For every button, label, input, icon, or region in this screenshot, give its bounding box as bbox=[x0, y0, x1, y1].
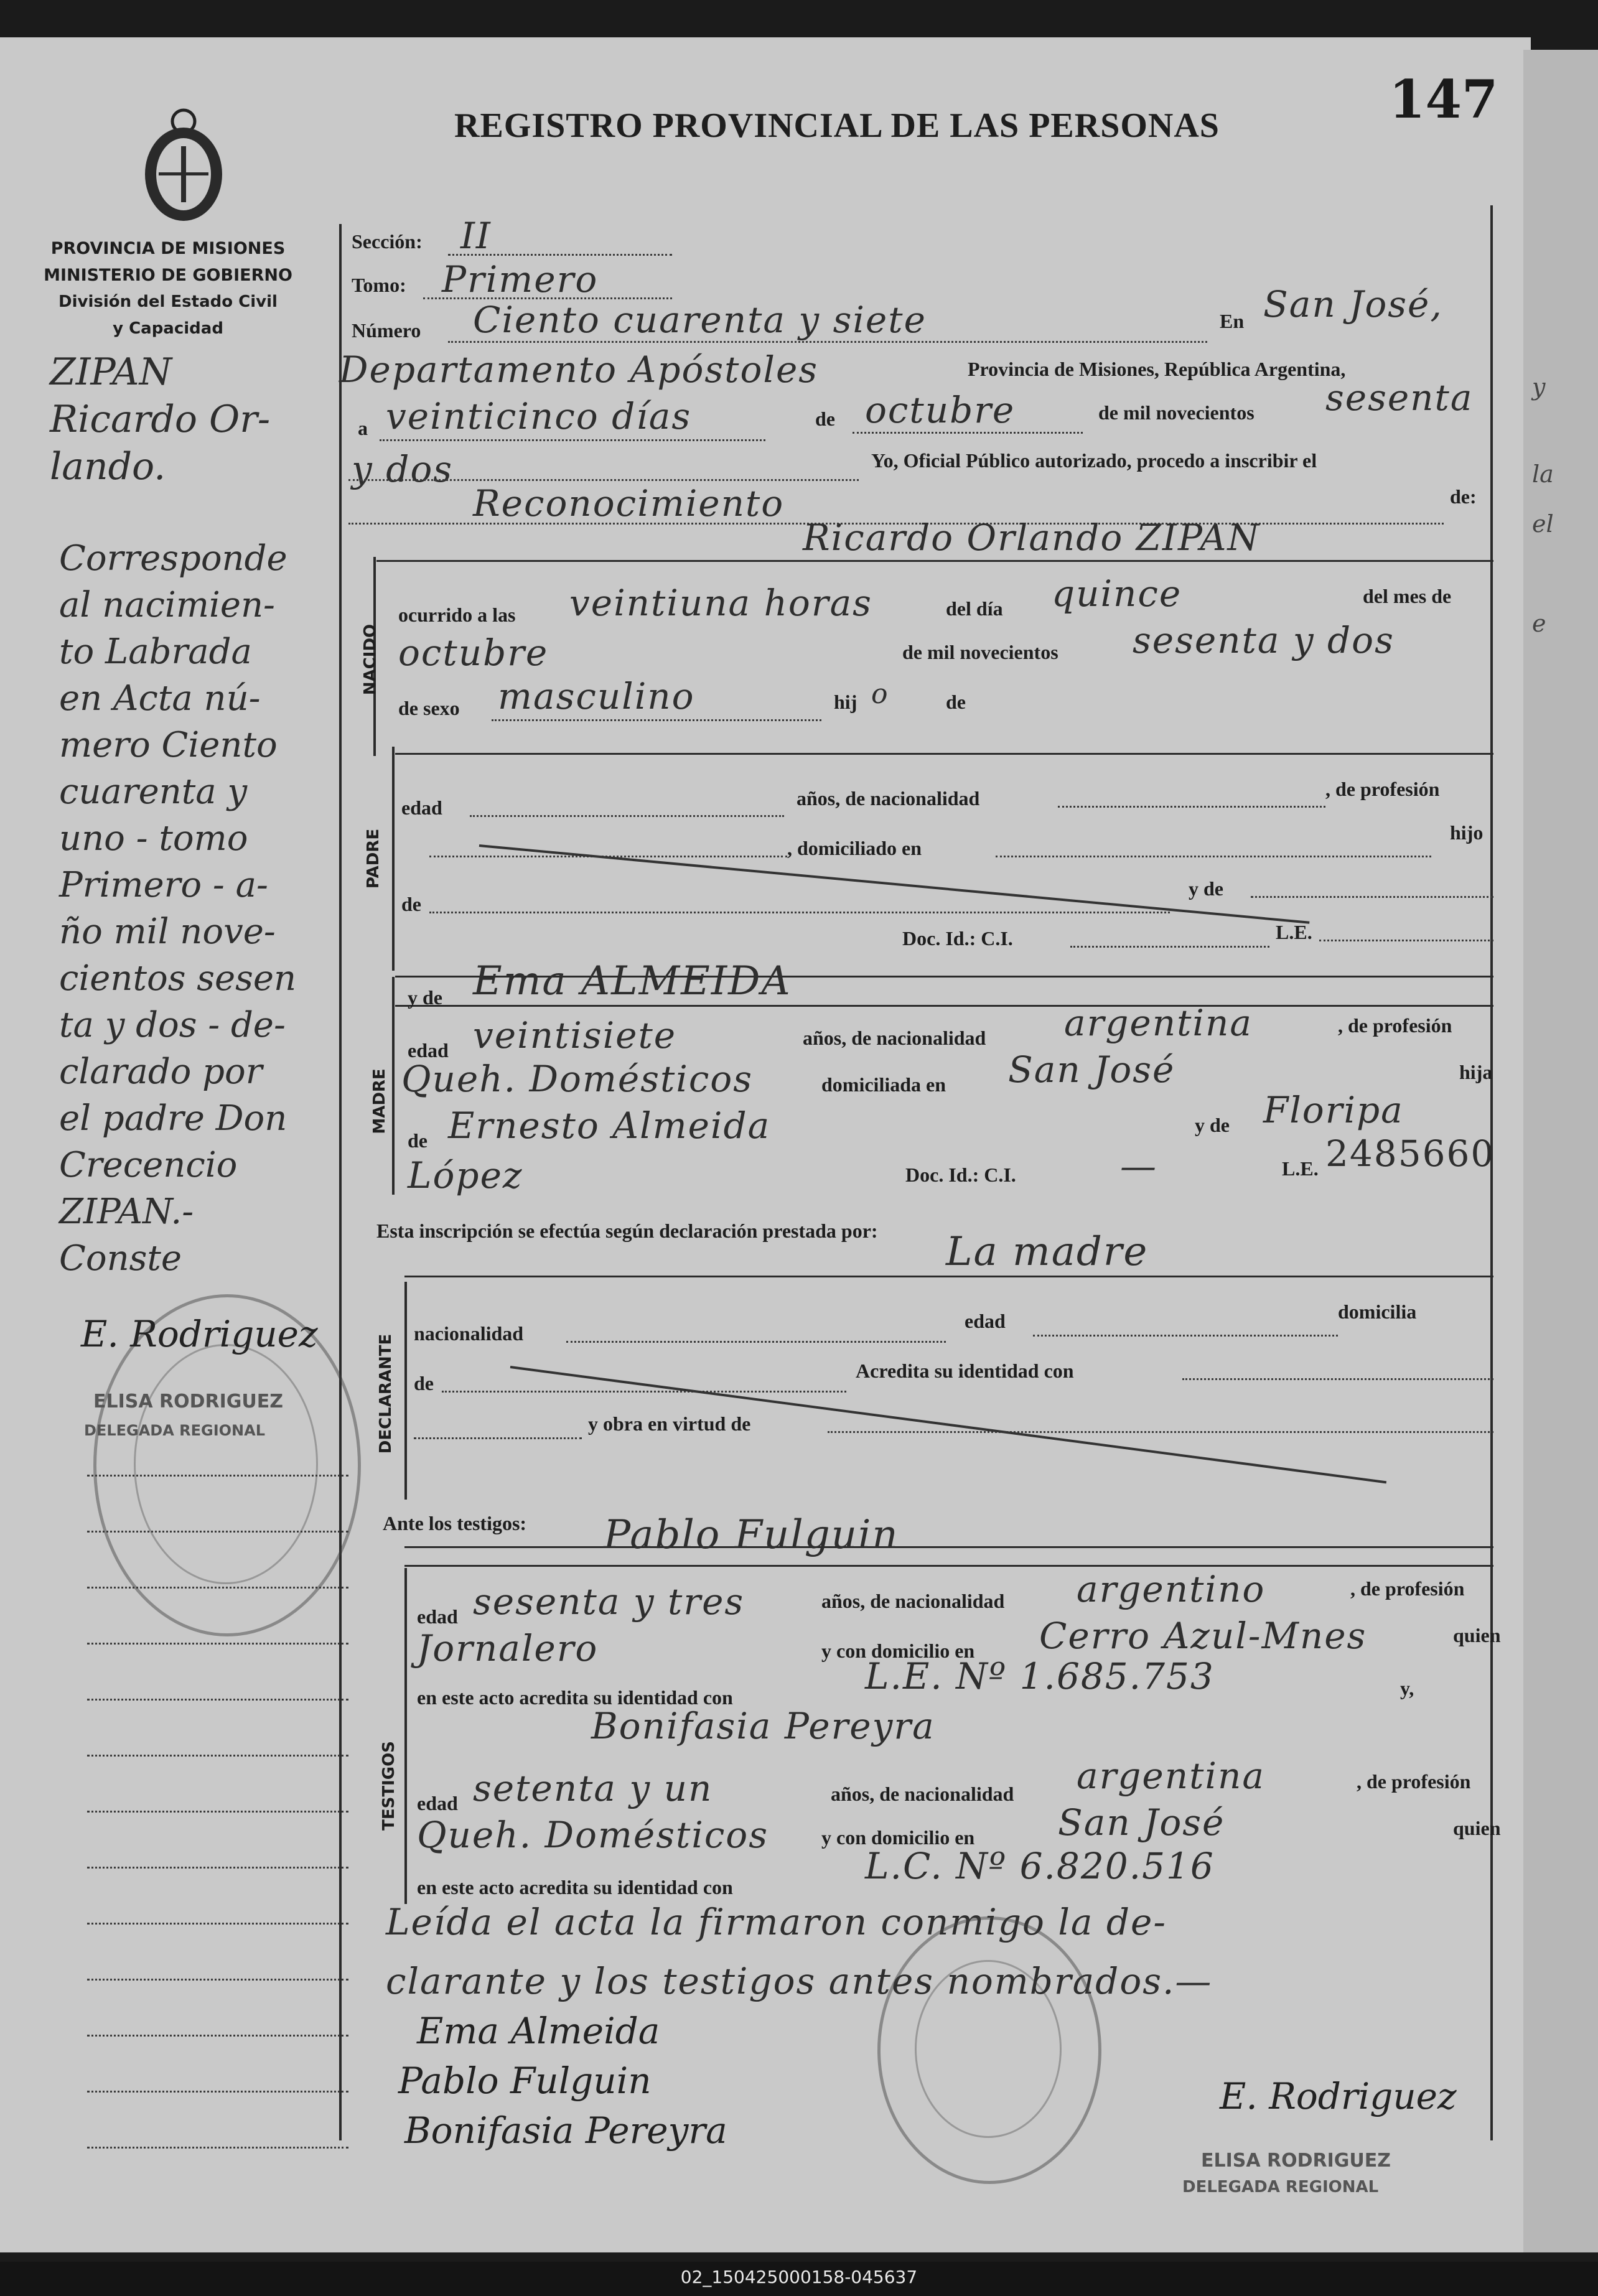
declarante-value: La madre bbox=[946, 1229, 1149, 1275]
del-dia-label: del día bbox=[946, 597, 1003, 620]
madre-domicilio-label: domiciliada en bbox=[821, 1073, 946, 1096]
testigo1-prof-label: , de profesión bbox=[1350, 1577, 1465, 1600]
mes-value: octubre bbox=[865, 389, 1016, 431]
margin-ruled-line bbox=[87, 1699, 348, 1701]
margin-ruled-line bbox=[87, 1643, 348, 1645]
testigo1-acredita-label: en este acto acredita su identidad con bbox=[417, 1686, 733, 1709]
de-colon-label: de: bbox=[1450, 485, 1477, 508]
padre-le-line bbox=[1319, 940, 1493, 941]
closing-line-1: Leída el acta la firmaron conmigo la de- bbox=[386, 1901, 1167, 1943]
margin-round-seal-inner bbox=[134, 1344, 318, 1584]
margin-name-line: lando. bbox=[50, 445, 166, 488]
testigo2-acredita-label: en este acto acredita su identidad con bbox=[417, 1876, 733, 1898]
signature-madre: Ema Almeida bbox=[417, 2010, 660, 2052]
testigo1-nac-label: años, de nacionalidad bbox=[821, 1590, 1005, 1612]
margin-ruled-line bbox=[87, 1755, 348, 1757]
adjacent-page-edge: y la el e bbox=[1523, 50, 1598, 2252]
testigo1-quien-label: quien bbox=[1453, 1624, 1501, 1646]
margin-stamp-line-2: DELEGADA REGIONAL bbox=[84, 1422, 265, 1439]
ocurrido-label: ocurrido a las bbox=[398, 604, 516, 626]
madre-edad-value: veintisiete bbox=[473, 1014, 677, 1057]
section-divider-testigos bbox=[404, 1568, 407, 1904]
numero-label: Número bbox=[352, 319, 421, 342]
testigo1-dom-label: y con domicilio en bbox=[821, 1640, 975, 1662]
declarante-acredita-label: Acredita su identidad con bbox=[856, 1360, 1074, 1382]
testigo1-documento: L.E. Nº 1.685.753 bbox=[865, 1655, 1215, 1697]
inscripto-nombre: Ricardo Orlando ZIPAN bbox=[803, 516, 1261, 559]
margin-note-line: Corresponde bbox=[59, 538, 287, 579]
rule-line bbox=[376, 560, 1493, 562]
seccion-value: II bbox=[460, 215, 492, 257]
margin-note-line: al nacimien- bbox=[59, 585, 275, 625]
testigo2-nacionalidad: argentina bbox=[1077, 1755, 1265, 1797]
decl-acredita-line bbox=[1182, 1378, 1493, 1380]
decl-nac-line bbox=[566, 1341, 946, 1343]
madre-y-de-label: y de bbox=[408, 986, 442, 1009]
margin-ruled-line bbox=[87, 1587, 348, 1589]
ministry-line-1: PROVINCIA DE MISIONES bbox=[50, 239, 286, 258]
testigo1-nacionalidad: argentino bbox=[1077, 1568, 1266, 1610]
margin-ruled-line bbox=[87, 1475, 348, 1477]
rule-line bbox=[395, 753, 1493, 755]
declarante-edad-label: edad bbox=[965, 1310, 1006, 1332]
de-label: de bbox=[815, 408, 835, 430]
madre-edad-label: edad bbox=[408, 1039, 449, 1062]
margin-note-line: to Labrada bbox=[59, 632, 252, 672]
madre-de-label: de bbox=[408, 1129, 428, 1152]
section-divider-padre bbox=[392, 747, 395, 971]
margin-note-line: cuarenta y bbox=[59, 772, 248, 812]
padre-nac-line bbox=[1058, 806, 1325, 808]
ministry-header bbox=[37, 235, 299, 342]
padre-le-label: L.E. bbox=[1276, 921, 1312, 943]
madre-le-value: 2485660 bbox=[1325, 1132, 1495, 1175]
rule-line bbox=[395, 1005, 1493, 1007]
padre-de-label: de bbox=[401, 893, 421, 915]
margin-note-line: ZIPAN.- bbox=[59, 1192, 194, 1232]
provincia-label: Provincia de Misiones, República Argentina, bbox=[968, 358, 1346, 380]
del-mes-label: del mes de bbox=[1363, 585, 1452, 607]
testigo2-domicilio: San José bbox=[1058, 1801, 1225, 1844]
round-seal-inner bbox=[915, 1960, 1062, 2138]
section-divider-madre bbox=[392, 977, 395, 1195]
madre-madre-value-2: López bbox=[408, 1154, 523, 1197]
testigo2-profesion: Queh. Domésticos bbox=[417, 1814, 769, 1856]
dias-field-line bbox=[380, 439, 765, 441]
section-divider-declarante bbox=[404, 1282, 407, 1500]
margin-stamp-line-1: ELISA RODRIGUEZ bbox=[93, 1391, 284, 1412]
margin-note-line: mero Ciento bbox=[59, 725, 278, 765]
margin-note-line: Primero - a- bbox=[59, 865, 268, 905]
margin-annotation bbox=[59, 535, 352, 1282]
ministry-line-2: MINISTERIO DE GOBIERNO bbox=[44, 266, 292, 285]
testigo2-quien-label: quien bbox=[1453, 1817, 1501, 1839]
testigo1-edad: sesenta y tres bbox=[473, 1580, 745, 1623]
page-title: REGISTRO PROVINCIAL DE LAS PERSONAS bbox=[454, 106, 1220, 145]
margin-signature: E. Rodriguez bbox=[81, 1313, 318, 1355]
margin-note-line: Conste bbox=[59, 1238, 182, 1279]
signature-oficial: E. Rodriguez bbox=[1220, 2075, 1457, 2117]
hij-label: hij bbox=[834, 691, 857, 713]
declarante-domicilia-label: domicilia bbox=[1338, 1300, 1417, 1323]
declarante-en-label: de bbox=[414, 1372, 434, 1394]
mes-field-line bbox=[853, 432, 1083, 434]
tab-padre: PADRE bbox=[364, 828, 383, 889]
margin-ruled-line bbox=[87, 1923, 348, 1925]
margin-note-line: uno - tomo bbox=[59, 818, 248, 859]
oficial-label: Yo, Oficial Público autorizado, procedo a inscribir el bbox=[871, 449, 1317, 472]
dias-value: veinticinco días bbox=[386, 395, 692, 437]
padre-nacionalidad-label: años, de nacionalidad bbox=[797, 787, 980, 810]
signature-testigo2: Bonifasia Pereyra bbox=[404, 2109, 727, 2152]
testigo2-nombre: Bonifasia Pereyra bbox=[591, 1705, 935, 1747]
margin-note-line: cientos sesen bbox=[59, 958, 297, 999]
testigo1-y-label: y, bbox=[1400, 1677, 1414, 1699]
a-label: a bbox=[358, 417, 368, 439]
mes-nac-value: octubre bbox=[398, 632, 549, 674]
official-stamp-line-2: DELEGADA REGIONAL bbox=[1182, 2178, 1379, 2196]
margin-note-line: Crecencio bbox=[59, 1145, 238, 1185]
rule-line bbox=[404, 1276, 1493, 1277]
margin-note-line: clarado por bbox=[59, 1052, 263, 1092]
madre-ci-value: — bbox=[1120, 1145, 1157, 1187]
margin-ruled-line bbox=[87, 1867, 348, 1869]
padre-edad-label: edad bbox=[401, 796, 442, 819]
madre-profesion-label: , de profesión bbox=[1338, 1014, 1452, 1037]
en-label: En bbox=[1220, 310, 1245, 332]
testigo1-domicilio: Cerro Azul-Mnes bbox=[1039, 1615, 1367, 1657]
testigos-label: Ante los testigos: bbox=[383, 1512, 527, 1534]
madre-nac-value: argentina bbox=[1064, 1002, 1253, 1044]
anio-value-a: sesenta bbox=[1325, 376, 1474, 419]
anio-nac-value: sesenta y dos bbox=[1133, 619, 1395, 661]
margin-name-line: Ricardo Or- bbox=[50, 398, 271, 441]
declarante-nacionalidad-label: nacionalidad bbox=[414, 1322, 524, 1345]
tab-madre: MADRE bbox=[370, 1068, 389, 1134]
acto-tipo-value: Reconocimiento bbox=[473, 482, 785, 525]
margin-ruled-line bbox=[87, 2147, 348, 2149]
tab-nacido: NACIDO bbox=[361, 623, 380, 696]
sexo-field-line bbox=[492, 719, 821, 721]
decl-obra-line bbox=[828, 1431, 1493, 1433]
mil-novecientos-nac-label: de mil novecientos bbox=[902, 641, 1058, 663]
padre-domicilio-label: , domiciliado en bbox=[787, 837, 922, 859]
padre-edad-line bbox=[470, 815, 784, 817]
padre-de-line bbox=[429, 912, 1170, 913]
madre-y-de-2-label: y de bbox=[1195, 1114, 1230, 1136]
seccion-label: Sección: bbox=[352, 230, 423, 253]
madre-le-label: L.E. bbox=[1282, 1157, 1319, 1180]
signature-testigo1: Pablo Fulguin bbox=[398, 2060, 652, 2102]
declarante-obra-label: y obra en virtud de bbox=[588, 1412, 751, 1435]
page-number: 147 bbox=[1389, 68, 1498, 130]
numero-field-line bbox=[448, 341, 1207, 343]
padre-yde-line bbox=[1251, 896, 1493, 898]
sexo-label: de sexo bbox=[398, 697, 460, 719]
margin-note-line: ta y dos - de- bbox=[59, 1005, 286, 1045]
hora-value: veintiuna horas bbox=[569, 582, 872, 624]
numero-value: Ciento cuarenta y siete bbox=[473, 299, 927, 341]
padre-y-de-label: y de bbox=[1189, 877, 1223, 900]
rule-line bbox=[404, 1546, 1493, 1548]
madre-domicilio-value: San José bbox=[1008, 1048, 1175, 1091]
mil-novecientos-label: de mil novecientos bbox=[1098, 401, 1255, 424]
scan-id: 02_150425000158-045637 bbox=[680, 2267, 918, 2287]
anio-value-b: y dos bbox=[352, 448, 454, 490]
sexo-value: masculino bbox=[498, 675, 695, 717]
testigo1-nombre: Pablo Fulguin bbox=[604, 1512, 899, 1558]
madre-doc-label: Doc. Id.: C.I. bbox=[905, 1164, 1016, 1186]
margin-ruled-line bbox=[87, 1811, 348, 1813]
dia-nac-value: quince bbox=[1052, 572, 1182, 615]
margin-name-block bbox=[50, 348, 270, 490]
hij-suffix: o bbox=[871, 678, 889, 710]
departamento-value: Departamento Apóstoles bbox=[339, 348, 819, 391]
testigo2-nac-label: años, de nacionalidad bbox=[831, 1783, 1014, 1805]
testigo1-profesion: Jornalero bbox=[417, 1627, 599, 1669]
testigo2-edad-label: edad bbox=[417, 1792, 458, 1814]
argentina-coat-of-arms-icon bbox=[140, 103, 227, 227]
tomo-value: Primero bbox=[442, 258, 599, 301]
margin-ruled-line bbox=[87, 2091, 348, 2093]
anio-field-line bbox=[348, 479, 859, 481]
testigo2-edad: setenta y un bbox=[473, 1767, 713, 1809]
margin-note-line: en Acta nú- bbox=[59, 678, 261, 719]
padre-hijo-label: hijo bbox=[1450, 821, 1484, 844]
decl-edad-line bbox=[1033, 1335, 1338, 1337]
testigo2-prof-label: , de profesión bbox=[1357, 1770, 1471, 1793]
tab-testigos: TESTIGOS bbox=[380, 1741, 398, 1831]
decl-en-line bbox=[442, 1391, 846, 1393]
madre-nombre: Ema ALMEIDA bbox=[473, 958, 792, 1004]
de-label: de bbox=[946, 691, 966, 713]
margin-ruled-line bbox=[87, 1979, 348, 1981]
madre-hija-label: hija bbox=[1459, 1061, 1493, 1083]
margin-note-line: el padre Don bbox=[59, 1098, 287, 1139]
decl-line bbox=[414, 1437, 582, 1439]
margin-note-line: ño mil nove- bbox=[59, 912, 276, 952]
testigo2-dom-label: y con domicilio en bbox=[821, 1826, 975, 1849]
closing-line-2: clarante y los testigos antes nombrados.— bbox=[386, 1960, 1213, 2002]
rule-line bbox=[404, 1565, 1493, 1567]
padre-profesion-label: , de profesión bbox=[1325, 778, 1440, 800]
padre-ci-line bbox=[1070, 946, 1269, 948]
ministry-line-3: División del Estado Civil bbox=[58, 292, 278, 311]
testigo2-documento: L.C. Nº 6.820.516 bbox=[865, 1845, 1215, 1887]
official-stamp-line-1: ELISA RODRIGUEZ bbox=[1201, 2150, 1391, 2172]
margin-name-line: ZIPAN bbox=[50, 350, 172, 394]
padre-doc-label: Doc. Id.: C.I. bbox=[902, 927, 1013, 950]
tab-declarante: DECLARANTE bbox=[376, 1333, 395, 1454]
madre-profesion-value: Queh. Domésticos bbox=[401, 1058, 753, 1100]
madre-madre-value: Floripa bbox=[1263, 1089, 1404, 1131]
margin-ruled-line bbox=[87, 2035, 348, 2037]
lugar-value: San José, bbox=[1263, 283, 1443, 325]
tomo-label: Tomo: bbox=[352, 274, 406, 296]
margin-ruled-line bbox=[87, 1531, 348, 1533]
testigo1-edad-label: edad bbox=[417, 1605, 458, 1628]
madre-nacionalidad-label: años, de nacionalidad bbox=[803, 1027, 986, 1049]
esta-inscripcion-label: Esta inscripción se efectúa según declaración prestada por: bbox=[376, 1220, 878, 1242]
ministry-line-4: y Capacidad bbox=[113, 319, 223, 338]
madre-padre-value: Ernesto Almeida bbox=[448, 1104, 771, 1147]
padre-dom-line bbox=[996, 856, 1431, 857]
